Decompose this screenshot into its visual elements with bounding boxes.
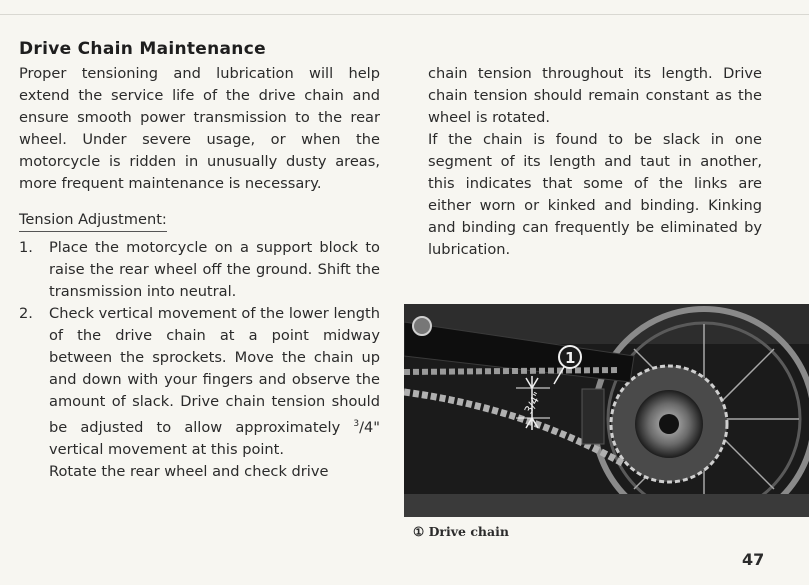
- page-number: 47: [742, 550, 765, 569]
- step-item: [19, 237, 380, 303]
- section-title: Drive Chain Maintenance: [19, 39, 266, 59]
- top-rule: [0, 14, 809, 15]
- drive-chain-photo: [404, 304, 809, 517]
- right-column: [428, 63, 762, 261]
- fraction-numerator: 3: [353, 419, 360, 429]
- step-text-end: vertical movement at this point.: [49, 441, 285, 458]
- right-paragraph-2: If the chain is found to be slack in one segment of its length and taut in another, this indicates that some of the links are either worn or kinked and binding. Kinking and binding can frequently be eliminated by lubrication.: [428, 131, 762, 258]
- drive-chain-photo-illustration: [404, 304, 809, 517]
- right-paragraph-1: chain tension throughout its length. Drive chain tension should remain constant as the wheel is rotated.: [428, 65, 762, 126]
- intro-paragraph: Proper tensioning and lubrication will help extend the service life of the drive chain and ensure smooth power transmission to the rear wheel. Under severe usage, or when the motorcycle is ridden in unusually dusty areas, more frequent maintenance is necessary.: [19, 65, 380, 192]
- photo-caption: [413, 524, 509, 539]
- continuation-text: Rotate the rear wheel and check drive: [49, 463, 329, 480]
- step-item: [19, 303, 380, 461]
- tension-adjustment-subheading: Tension Adjustment:: [19, 209, 167, 232]
- steps-list: [19, 237, 380, 461]
- measurement-label: 3/4": [521, 389, 545, 417]
- step-text: Check vertical movement of the lower length of the drive chain at a point midway between the sprockets. Move the chain up and down with your fingers and observe the amount of slack. Drive chain tension should be adjusted to allow approximately: [49, 305, 380, 436]
- fraction-denominator: /4": [359, 419, 380, 436]
- callout-number: 1: [565, 349, 576, 367]
- caption-text: Drive chain: [428, 524, 509, 539]
- caption-marker: ①: [413, 524, 425, 539]
- step-number: 2.: [19, 305, 33, 322]
- step-number: 1.: [19, 239, 33, 256]
- step-text: Place the motorcycle on a support block to raise the rear wheel off the ground. Shift the transmission into neutral.: [49, 239, 380, 300]
- left-column: [19, 38, 380, 483]
